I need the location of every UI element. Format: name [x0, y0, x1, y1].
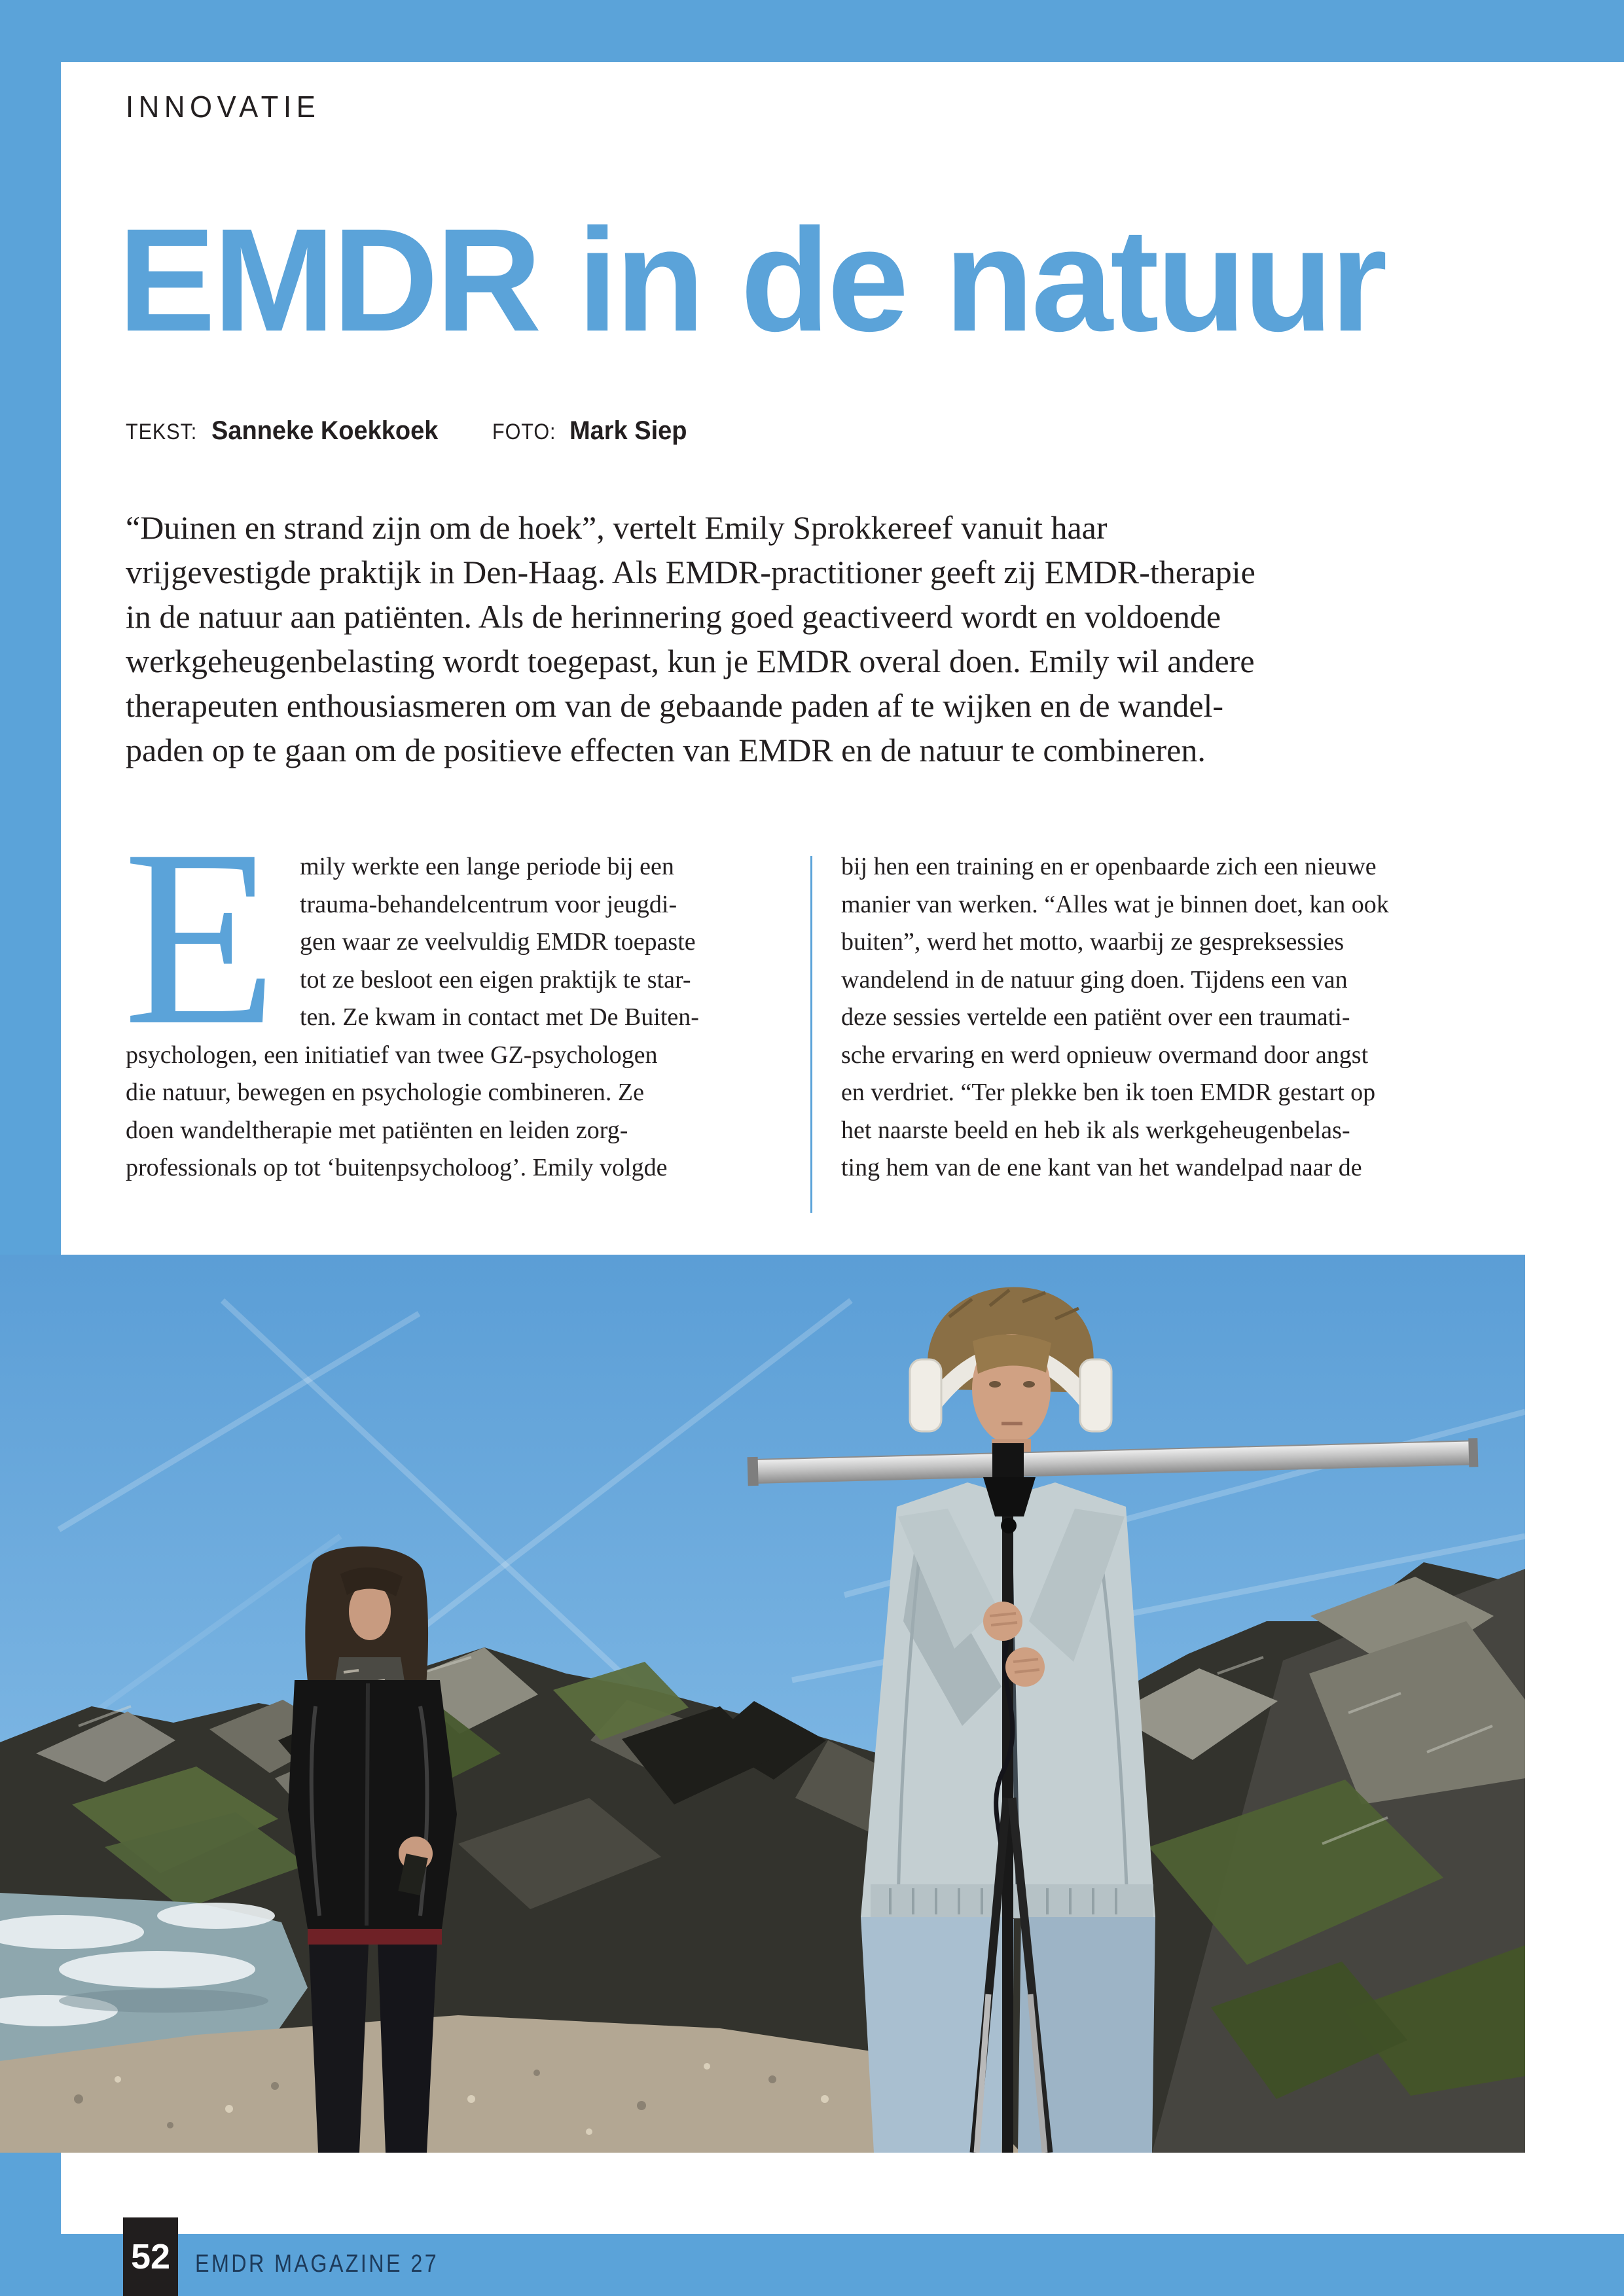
headphone-earcup-left [910, 1359, 941, 1431]
body-line: ting hem van de ene kant van het wandelpad naar de [841, 1154, 1362, 1181]
byline-text-author: Sanneke Koekkoek [211, 416, 439, 445]
article-photo [0, 1255, 1525, 2153]
byline-photo-author: Mark Siep [569, 416, 687, 445]
body-line: ten. Ze kwam in contact met De Buiten- [300, 1003, 699, 1031]
page-title: EMDR in de natuur [118, 198, 1385, 362]
body-line: psychologen, een initiatief van twee GZ-psychologen [126, 1041, 658, 1069]
body-line: wandelend in de natuur ging doen. Tijdens een van [841, 965, 1348, 994]
page-number-tab [123, 2217, 178, 2296]
body-line: trauma-behandelcentrum voor jeugdi- [300, 890, 677, 918]
drop-cap: E [123, 798, 278, 1077]
intro-line: paden op te gaan om de positieve effecten van EMDR en de natuur te combineren. [126, 732, 1206, 768]
section-label: INNOVATIE [126, 90, 321, 124]
magazine-title: EMDR MAGAZINE 27 [195, 2250, 439, 2278]
body-line: mily werkte een lange periode bij een [300, 853, 674, 880]
body-line: professionals op tot ‘buitenpsycholoog’. Emily volgde [126, 1154, 668, 1181]
page-number: 52 [130, 2237, 171, 2276]
byline-photo-label: FOTO: [492, 420, 556, 444]
top-blue-bar [0, 0, 1624, 62]
intro-paragraph [126, 505, 1540, 772]
intro-line: werkgeheugenbelasting wordt toegepast, kun je EMDR overal doen. Emily wil andere [126, 643, 1255, 679]
body-line: doen wandeltherapie met patiënten en leiden zorg- [126, 1116, 628, 1144]
intro-line: therapeuten enthousiasmeren om van de gebaande paden af te wijken en de wandel- [126, 687, 1224, 724]
left-blue-sidebar-top [0, 0, 61, 1255]
headphone-earcup-right [1080, 1359, 1111, 1431]
byline-text-label: TEKST: [126, 420, 198, 444]
body-column-left [126, 848, 777, 1187]
body-line: gen waar ze veelvuldig EMDR toepaste [300, 928, 696, 956]
body-line: het naarste beeld en heb ik als werkgeheugenbelas- [841, 1116, 1350, 1144]
body-line: manier van werken. “Alles wat je binnen doet, kan ook [841, 890, 1389, 918]
body-line: die natuur, bewegen en psychologie combineren. Ze [126, 1079, 644, 1106]
intro-line: in de natuur aan patiënten. Als de herinnering goed geactiveerd wordt en voldoende [126, 598, 1221, 635]
body-line: sche ervaring en werd opnieuw overmand door angst [841, 1041, 1369, 1069]
body-line: en verdriet. “Ter plekke ben ik toen EMDR gestart op [841, 1079, 1376, 1106]
column-divider [810, 856, 812, 1213]
intro-line: vrijgevestigde praktijk in Den-Haag. Als EMDR-practitioner geeft zij EMDR-therapie [126, 554, 1255, 590]
intro-line: “Duinen en strand zijn om de hoek”, vertelt Emily Sprokkereef vanuit haar [126, 509, 1108, 546]
body-line: bij hen een training en er openbaarde zich een nieuwe [841, 853, 1377, 880]
man-hand-lower [1005, 1647, 1045, 1687]
body-line: tot ze besloot een eigen praktijk te star- [300, 965, 691, 994]
body-line: buiten”, werd het motto, waarbij ze gespreksessies [841, 928, 1344, 956]
man-hand-upper [983, 1602, 1022, 1641]
byline [126, 416, 693, 446]
body-line: deze sessies vertelde een patiënt over een traumati- [841, 1003, 1350, 1031]
body-column-right [841, 848, 1502, 1187]
